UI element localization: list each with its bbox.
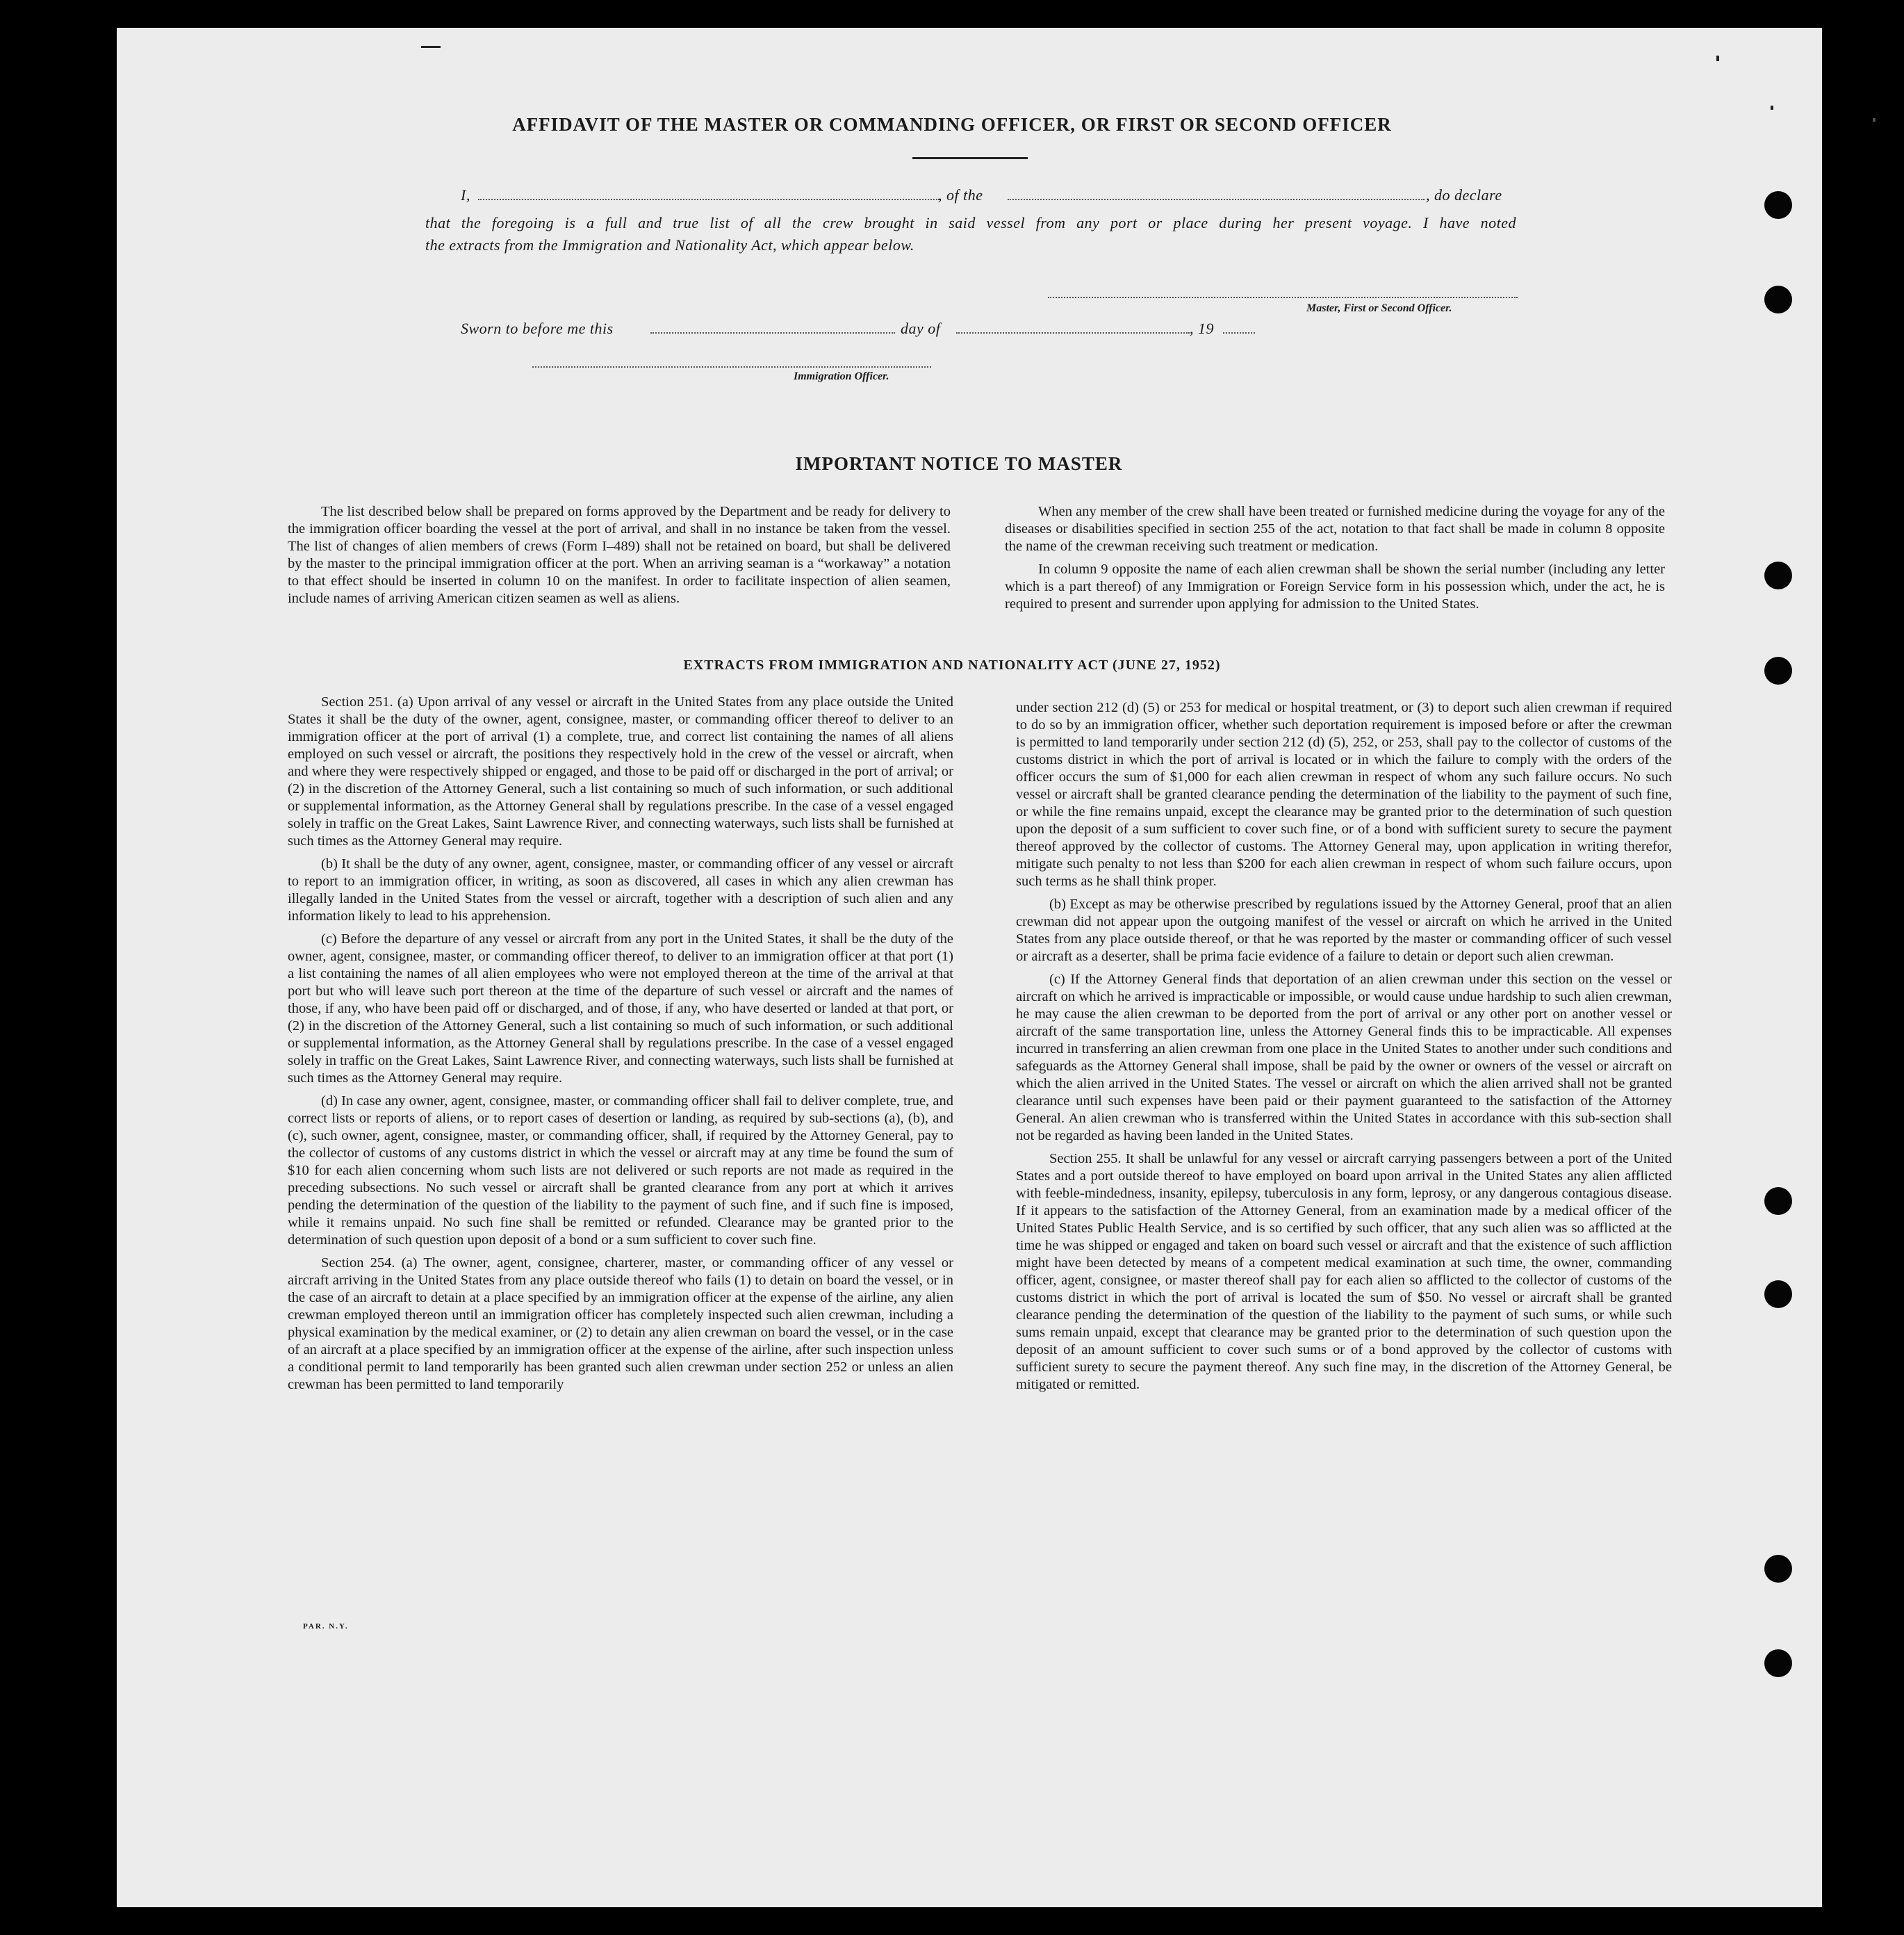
punch-hole (1764, 1187, 1792, 1215)
notice-title: IMPORTANT NOTICE TO MASTER (795, 453, 1123, 474)
year-label: , 19 (1190, 320, 1214, 337)
statute-paragraph: under section 212 (d) (5) or 253 for medical or hospital treatment, or (3) to deport such alien crewman if required to do so by an immigration officer, whether such deportation requirement is imposed before or after the crewman is permitted to land temporarily under section 212 (d) (5), 252, or 253, shall pay to the collector of customs of the customs district in which the port of arrival is located or in which the failure to comply with the orders of the officer occurs the sum of $1,000 for each alien crewman in respect of whom any such failure occurs. No such vessel or aircraft shall be granted clearance pending the determination of the liability to the payment of such fine, or while the fine remains unpaid, except the clearance may be granted prior to the determination of such question upon the deposit of a sum sufficient to cover such fine, or of a bond with sufficient surety to secure the payment thereof approved by the collector of customs. The Attorney General may, upon application in writing therefor, mitigate such penalty to not less than $200 for each alien crewman in respect of whom such failure occurs, upon such terms as he shall think proper. (1016, 700, 1672, 889)
statute-paragraph: (b) Except as may be otherwise prescribed by regulations issued by the Attorney General, proof that an alien crewman did not appear upon the outgoing manifest of the vessel or aircraft on which he arrived in the United States from any place outside thereof, or that he was reported by the master or commanding officer of such vessel or aircraft as a deserter, shall be prima facie evidence of a failure to detain or deport such alien crewman. (1016, 897, 1672, 964)
sworn-label: Sworn to before me this (461, 320, 614, 337)
punch-hole (1764, 1555, 1792, 1583)
notice-right-column (1005, 503, 1665, 619)
master-signature-line[interactable] (1048, 297, 1518, 298)
statute-paragraph: (c) Before the departure of any vessel or aircraft from any port in the United States, it shall be the duty of the owner, agent, consignee, master, or commanding officer thereof, to deliver to an immigration officer at that port (1) a list containing the names of all alien employees who were not employed thereon at the time of the arrival at that port but who will leave such port thereon at the time of the departure of such vessel or aircraft and the names of those, if any, who have been paid off or discharged, and of those, if any, who have deserted or landed at that port, or (2) in the discretion of the Attorney General, such a list containing so much of such information, or such additional or supplemental information, as the Attorney General shall by regulations prescribe. In the case of a vessel engaged solely in traffic on the Great Lakes, Saint Lawrence River, and connecting waterways, such lists shall be furnished at such times as the Attorney General may require. (288, 931, 954, 1086)
scan-speck (1771, 106, 1773, 110)
officer-caption: Immigration Officer. (794, 370, 889, 382)
statute-paragraph: (d) In case any owner, agent, consignee, master, or commanding officer shall fail to deliver complete, true, and correct lists or reports of aliens, or to report cases of desertion or landing, as required by sub-sections (a), (b), and (c), such owner, agent, consignee, master, or commanding officer, shall, if required by the Attorney General, pay to the collector of customs of any customs district in which the vessel or aircraft may at any time be found the sum of $10 for each alien concerning whom such lists are not delivered or such reports are not made as required in the preceding subsections. No such vessel or aircraft shall be granted clearance from any port at which it arrives pending the determination of the question of the liability to the payment of such fine, and if such fine is imposed, while it remains unpaid. No such fine shall be remitted or refunded. Clearance may be granted prior to the determination of such question upon deposit of a bond or a sum sufficient to cover such fine. (288, 1093, 953, 1248)
notice-paragraph: The list described below shall be prepared on forms approved by the Department and be ready for delivery to the immigration officer boarding the vessel at the port of arrival, and shall in no instance be taken from the vessel. The list of changes of alien members of crews (Form I–489) shall not be retained on board, but shall be delivered by the master to the principal immigration officer at the port. When an arriving seaman is a “workaway” a notation to that effect should be inserted in column 10 on the manifest. In order to facilitate inspection of alien seamen, include names of arriving American citizen seamen as well as aliens. (288, 504, 951, 606)
statute-paragraph: Section 251. (a) Upon arrival of any vessel or aircraft in the United States from any place outside the United States it shall be the duty of the owner, agent, consignee, master, or commanding officer thereof to deliver to an immigration officer at the port of arrival (1) a complete, true, and correct list containing the names of all aliens employed on such vessel or aircraft, the positions they respectively hold in the crew of the vessel or aircraft, when and where they were respectively shipped or engaged, and those to be paid off or discharged in the port of arrival; or (2) in the discretion of the Attorney General, such a list containing so much of such information, or such additional or supplemental information, as the Attorney General shall by regulations prescribe. In the case of a vessel engaged solely in traffic on the Great Lakes, Saint Lawrence River, and connecting waterways, such lists shall be furnished at such times as the Attorney General may require. (288, 694, 954, 849)
statute-paragraph: Section 255. It shall be unlawful for any vessel or aircraft carrying passengers between a port of the United States and a port outside thereof to have employed on board upon arrival in the United States any alien afflicted with feeble-mindedness, insanity, epilepsy, tuberculosis in any form, leprosy, or any dangerous contagious disease. If it appears to the satisfaction of the Attorney General, from an examination made by a medical officer of the United States Public Health Service, and is so certified by such officer, that any such alien was so afflicted at the time he was shipped or engaged and taken on board such vessel or aircraft and that the existence of such affliction might have been detected by means of a competent medical examination at such time, the owner, commanding officer, agent, consignee, or master thereof shall pay for each alien so afflicted to the collector of customs of the customs district in which the port of arrival is located the sum of $50. No vessel or aircraft shall be granted clearance pending the determination of the question of the liability to the payment of such sums, or while such sums remain unpaid, except that clearance may be granted prior to the determination of such question upon the deposit of an amount sufficient to cover such sums or of a bond approved by the collector of customs with sufficient surety to secure the payment thereof. Any such fine may, in the discretion of the Attorney General, be mitigated or remitted. (1016, 1151, 1672, 1392)
declaration-line-3: the extracts from the Immigration and Nationality Act, which appear below. (425, 236, 914, 254)
scan-speck (421, 46, 441, 48)
scan-speck (1716, 56, 1719, 61)
master-caption: Master, First or Second Officer. (1306, 302, 1452, 314)
title-rule (912, 157, 1028, 159)
immigration-officer-signature-line[interactable] (532, 366, 931, 368)
statute-paragraph: (c) If the Attorney General finds that deportation of an alien crewman under this section on the vessel or aircraft on which he arrived is impracticable or impossible, or would cause undue hardship to such alien crewman, he may cause the alien crewman to be deported from the port of arrival or any other port on another vessel or aircraft of the same transportation line, unless the Attorney General finds this to be impracticable. All expenses incurred in transferring an alien crewman from one place in the United States to another under such conditions and safeguards as the Attorney General shall impose, shall be paid by the owner or owners of the vessel or aircraft on which the alien arrived in the United States. The vessel or aircraft on which the alien arrived shall not be granted clearance until such expenses have been paid or their payment guaranteed to the satisfaction of the Attorney General. An alien crewman who is transferred within the United States in accordance with this sub-section shall not be regarded as having been landed in the United States. (1016, 972, 1672, 1143)
notice-paragraph: When any member of the crew shall have been treated or furnished medicine during the voyage for any of the diseases or disabilities specified in section 255 of the act, notation to that fact shall be made in column 8 opposite the name of the crewman receiving such treatment or medication. (1005, 504, 1665, 554)
punch-hole (1764, 562, 1792, 589)
statute-paragraph: Section 254. (a) The owner, agent, consignee, charterer, master, or commanding officer of any vessel or aircraft arriving in the United States from any place outside thereof who fails (1) to detain on board the vessel, or in the case of an aircraft to detain at a place specified by an immigration officer at the expense of the airline, any alien crewman employed thereon until an immigration officer has completely inspected such alien crewman, including a physical examination by the medical examiner, or (2) to detain any alien crewman on board the vessel, or in the case of an aircraft at a place specified by an immigration officer at the expense of the airline, after such inspection unless a conditional permit to land temporarily has been granted such alien crewman under section 252 or unless an alien crewman has been permitted to land temporarily (288, 1255, 953, 1392)
punch-hole (1764, 286, 1792, 313)
punch-hole (1764, 1649, 1792, 1677)
declaration-do-declare: , do declare (1426, 186, 1502, 204)
printer-mark: PAR. N.Y. (303, 1622, 349, 1631)
name-field[interactable] (478, 199, 939, 200)
vessel-field[interactable] (1008, 199, 1425, 200)
sworn-day-field[interactable] (650, 332, 895, 334)
declaration-i: I, (461, 186, 470, 204)
affidavit-title: AFFIDAVIT OF THE MASTER OR COMMANDING OFFICER, OR FIRST OR SECOND OFFICER (512, 114, 1392, 135)
day-of-label: day of (901, 320, 941, 337)
notice-left-column (288, 503, 951, 613)
extracts-left-column (288, 694, 953, 1399)
statute-paragraph: (b) It shall be the duty of any owner, agent, consignee, master, or commanding officer of any vessel or aircraft to report to an immigration officer, in writing, as soon as discovered, all cases in which any alien crewman has illegally landed in the United States from the vessel or aircraft, together with a description of such alien and any information likely to lead to his apprehension. (288, 856, 953, 924)
punch-hole (1764, 1280, 1792, 1308)
extracts-title: EXTRACTS FROM IMMIGRATION AND NATIONALITY ACT (JUNE 27, 1952) (683, 658, 1221, 673)
declaration-of-the: , of the (938, 186, 983, 204)
sworn-year-field[interactable] (1223, 332, 1255, 334)
declaration-line-2: that the foregoing is a full and true list of all the crew brought in said vessel from any port or place during her present voyage. I have noted (425, 214, 1516, 231)
extracts-right-column (1016, 699, 1672, 1399)
punch-hole (1764, 191, 1792, 219)
sworn-month-field[interactable] (956, 332, 1190, 334)
notice-paragraph: In column 9 opposite the name of each alien crewman shall be shown the serial number (including any letter which is a part thereof) of any Immigration or Foreign Service form in his possession which, under the act, he is required to present and surrender upon applying for admission to the United States. (1005, 562, 1665, 612)
